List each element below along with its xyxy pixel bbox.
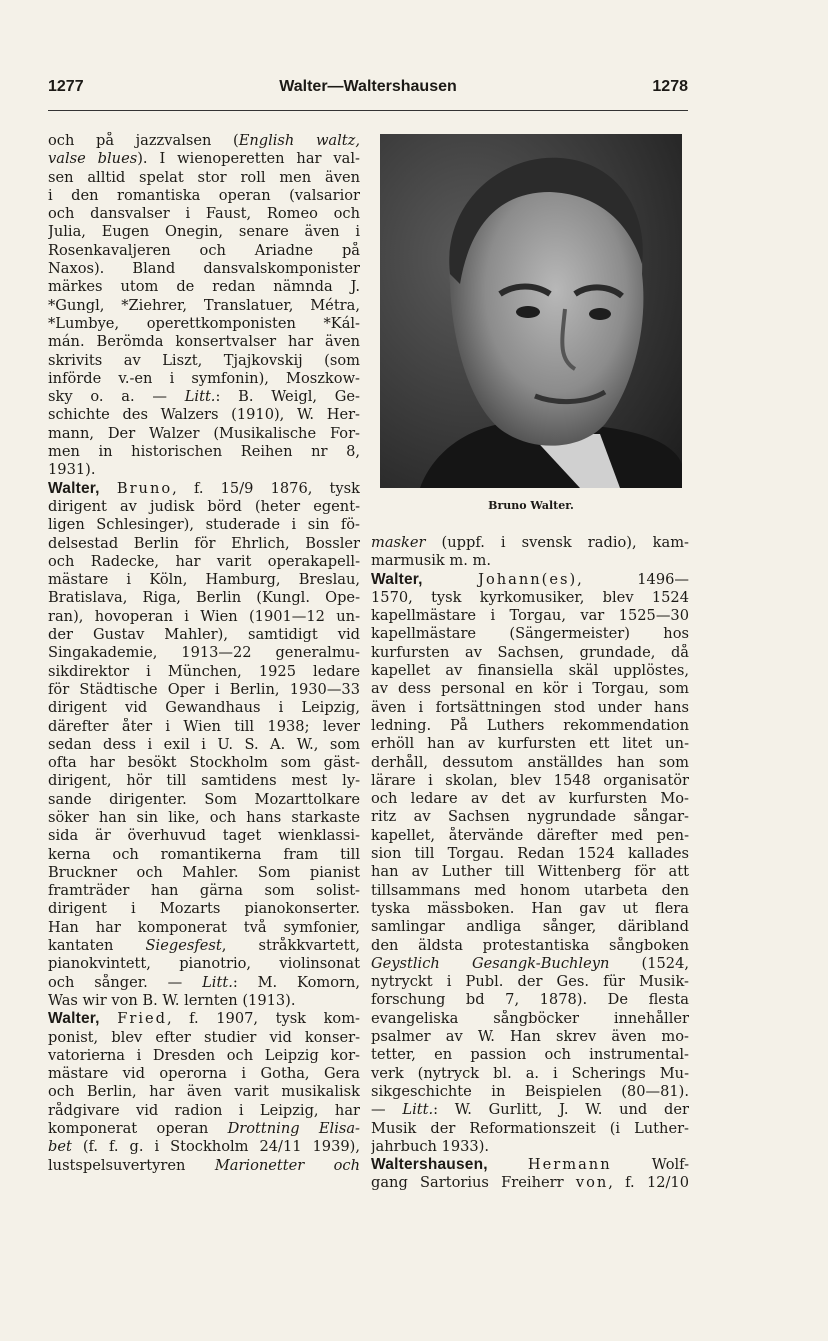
text-run: Was wir von B. W. lernten (1913). — [48, 991, 296, 1009]
text-run: mann, Der Walzer (Musikalische For- — [48, 424, 360, 442]
text-line — [48, 791, 360, 809]
text-run: kapellet, återvände därefter med pen- — [371, 826, 689, 844]
left-column — [48, 132, 360, 1175]
text-run: sky o. a. — — [48, 388, 185, 406]
text-run: Han har komponerat två symfonier, — [48, 918, 360, 936]
text-run: och dansvalser i Faust, Romeo och — [48, 205, 360, 223]
text-line — [48, 480, 360, 498]
text-run: kantaten — [48, 937, 146, 955]
text-run: valse blues — [48, 150, 138, 168]
text-run: nytryckt i Publ. der Ges. für Musik- — [371, 973, 689, 991]
text-line — [48, 1120, 360, 1138]
right-column — [371, 534, 689, 1193]
text-line — [48, 663, 360, 681]
text-run — [423, 571, 478, 588]
text-line — [48, 919, 360, 937]
text-run: Singakademie, 1913—22 generalmu- — [48, 644, 360, 662]
text-line — [48, 315, 360, 333]
text-run: dirigent i Mozarts pianokonserter. — [48, 900, 360, 918]
text-run: 1931). — [48, 461, 96, 479]
text-line — [371, 552, 689, 570]
entry-headword: Walter, — [48, 479, 100, 497]
text-run: ). I wienoperetten har val- — [137, 150, 360, 168]
text-line — [48, 589, 360, 607]
text-run: : B. Weigl, Ge- — [215, 388, 360, 406]
text-line — [48, 205, 360, 223]
text-run: (f. f. g. i Stockholm 24/11 1939), — [71, 1138, 360, 1156]
text-run: märkes utom de redan nämnda J. — [48, 278, 360, 296]
text-run: ligen Schlesinger), studerade i sin fö- — [48, 516, 360, 534]
text-run: masker — [371, 534, 426, 551]
text-run: kapellmästare i Torgau, var 1525—30 — [371, 607, 689, 625]
text-line — [48, 425, 360, 443]
text-line — [371, 1138, 689, 1156]
text-line — [371, 973, 689, 991]
text-line — [48, 223, 360, 241]
text-line — [371, 790, 689, 808]
text-run: och sånger. — — [48, 973, 203, 991]
text-line — [48, 626, 360, 644]
text-run: Bruno — [116, 479, 173, 497]
text-run: söker han sin like, och hans starkaste — [48, 808, 360, 826]
text-line — [48, 900, 360, 918]
text-line — [48, 352, 360, 370]
photo-caption: Bruno Walter. — [488, 499, 574, 512]
text-line — [48, 974, 360, 992]
text-run: Bratislava, Riga, Berlin (Kungl. Ope- — [48, 589, 360, 607]
text-run: Wolf- — [611, 1156, 689, 1174]
text-run: skrivits av Liszt, Tjajkovskij (som — [48, 351, 360, 369]
text-run: och Radecke, har varit operakapell- — [48, 552, 360, 570]
text-run: ledning. På Luthers rekommendation — [371, 716, 689, 734]
text-run: (uppf. i svensk radio), kam- — [425, 534, 689, 551]
text-run: schichte des Walzers (1910), W. Her- — [48, 406, 360, 424]
portrait-photo — [380, 134, 682, 488]
text-run: *Gungl, *Ziehrer, Translatuer, Métra, — [48, 296, 360, 314]
text-line — [48, 809, 360, 827]
text-run: den äldsta protestantiska sångboken — [371, 936, 689, 954]
text-line — [48, 864, 360, 882]
text-line — [371, 699, 689, 717]
text-run: därefter åter i Wien till 1938; lever — [48, 717, 360, 735]
text-line — [48, 169, 360, 187]
text-line — [371, 1101, 689, 1119]
text-run: Drottning Elisa- — [227, 1120, 360, 1138]
text-line — [48, 736, 360, 754]
text-line — [48, 461, 360, 479]
text-run: framträder han gärna som solist- — [48, 882, 360, 900]
text-line — [371, 863, 689, 881]
entry-headword: Walter, — [48, 1010, 100, 1028]
text-line — [48, 406, 360, 424]
text-run: tetter, en passion och instrumental- — [371, 1046, 689, 1064]
text-run: ofta har besökt Stockholm som gäst- — [48, 754, 360, 772]
text-run: Hermann — [527, 1156, 612, 1174]
text-line — [48, 132, 360, 150]
text-run: ritz av Sachsen nygrundade sångar- — [371, 808, 689, 826]
text-run: : M. Komorn, — [232, 973, 360, 991]
text-line — [48, 754, 360, 772]
text-run: tillsammans med honom utarbeta den — [371, 881, 689, 899]
text-run: Geystlich Gesangk-Buchleyn — [371, 954, 610, 972]
text-run: evangeliska sångböcker innehåller — [371, 1009, 689, 1027]
text-run: samlingar andliga sånger, däribland — [371, 918, 689, 936]
text-run: kurfursten av Sachsen, grundade, då — [371, 643, 689, 661]
text-run: mästare i Köln, Hamburg, Breslau, — [48, 571, 360, 589]
text-run: införde v.-en i symfonin), Moszkow- — [48, 369, 360, 387]
text-line — [48, 608, 360, 626]
text-line — [48, 260, 360, 278]
text-run: derhåll, dessutom anställdes han som — [371, 753, 689, 771]
text-run: och ledare av det av kurfursten Mo- — [371, 790, 689, 808]
text-line — [371, 1028, 689, 1046]
text-line — [371, 827, 689, 845]
header-rule — [48, 110, 688, 111]
text-run: mán. Berömda konsertvalser har även — [48, 333, 360, 351]
text-run: sande dirigenter. Som Mozarttolkare — [48, 790, 360, 808]
text-run: , f. 15/9 1876, tysk — [172, 479, 360, 497]
text-line — [48, 297, 360, 315]
text-run — [488, 1156, 528, 1173]
text-line — [371, 918, 689, 936]
text-run: mästare vid operorna i Gotha, Gera — [48, 1065, 360, 1083]
text-line — [371, 534, 689, 552]
text-line — [48, 1029, 360, 1047]
text-line — [48, 333, 360, 351]
text-run: rådgivare vid radion i Leipzig, har — [48, 1101, 360, 1119]
text-line — [48, 846, 360, 864]
text-line — [48, 699, 360, 717]
text-run: han av Luther till Wittenberg för att — [371, 863, 689, 881]
text-line — [371, 1010, 689, 1028]
text-run: Johann(es) — [478, 570, 578, 588]
text-line — [371, 1174, 689, 1192]
text-run: Fried — [117, 1010, 167, 1028]
text-line — [371, 625, 689, 643]
text-line — [48, 1047, 360, 1065]
text-line — [371, 717, 689, 735]
text-line — [371, 882, 689, 900]
text-run: för Städtische Oper i Berlin, 1930—33 — [48, 680, 360, 698]
text-run: dirigent, hör till samtidens mest ly- — [48, 772, 360, 790]
text-run: kerna och romantikerna fram till — [48, 845, 360, 863]
text-line — [371, 589, 689, 607]
text-run: pianokvintett, pianotrio, violinsonat — [48, 955, 360, 973]
text-line — [371, 662, 689, 680]
text-line — [48, 1065, 360, 1083]
text-line — [48, 937, 360, 955]
text-run: Rosenkavaljeren och Ariadne på — [48, 241, 360, 259]
text-line — [371, 808, 689, 826]
portrait-image — [380, 134, 682, 488]
text-run: vatorierna i Dresden och Leipzig kor- — [48, 1046, 360, 1064]
text-line — [48, 535, 360, 553]
text-line — [48, 1138, 360, 1156]
text-run: , f. 12/10 — [608, 1174, 689, 1192]
text-run: dirigent av judisk börd (heter egent- — [48, 497, 360, 515]
text-run: sedan dess i exil i U. S. A. W., som — [48, 735, 360, 753]
text-run: Litt. — [202, 973, 233, 991]
text-run: kapellet av finansiella skäl upplöstes, — [371, 662, 689, 680]
page-number-left: 1277 — [48, 78, 84, 95]
text-run: sikgeschichte in Beispielen (80—81). — [371, 1082, 689, 1100]
text-run: erhöll han av kurfursten ett litet un- — [371, 735, 689, 753]
text-run: sikdirektor i München, 1925 ledare — [48, 662, 360, 680]
text-run: psalmer av W. Han skrev även mo- — [371, 1028, 689, 1046]
text-line — [371, 900, 689, 918]
text-run: sida är överhuvud taget wienklassi- — [48, 827, 360, 845]
text-run: marmusik m. m. — [371, 552, 491, 570]
text-run: , stråkkvartett, — [221, 937, 360, 955]
text-run: Naxos). Bland dansvalskomponister — [48, 260, 360, 278]
text-line — [371, 680, 689, 698]
text-line — [48, 1102, 360, 1120]
text-line — [48, 150, 360, 168]
text-run: *Lumbye, operettkomponisten *Kál- — [48, 314, 360, 332]
text-run: , f. 1907, tysk kom- — [166, 1010, 360, 1028]
text-line — [48, 1157, 360, 1175]
text-line — [371, 1120, 689, 1138]
text-line — [48, 1010, 360, 1028]
text-line — [371, 772, 689, 790]
text-line — [48, 242, 360, 260]
text-run: verk (nytryck bl. a. i Scherings Mu- — [371, 1064, 689, 1082]
page-number-right: 1278 — [652, 78, 688, 95]
text-line — [371, 991, 689, 1009]
text-run: även i fortsättningen stod under hans — [371, 698, 689, 716]
text-run: bet — [48, 1138, 72, 1156]
text-run: Musik der Reformationszeit (i Luther- — [371, 1119, 689, 1137]
running-header — [48, 78, 688, 104]
text-line — [371, 754, 689, 772]
text-run: Litt. — [402, 1101, 434, 1119]
text-line — [48, 278, 360, 296]
text-run — [100, 1010, 118, 1027]
running-title: Walter—Waltershausen — [279, 78, 457, 95]
text-line — [48, 882, 360, 900]
text-run: — — [371, 1101, 403, 1119]
text-line — [371, 735, 689, 753]
text-line — [48, 992, 360, 1010]
text-run: ran), hovoperan i Wien (1901—12 un- — [48, 607, 360, 625]
text-run: Siegesfest — [145, 937, 222, 955]
text-line — [48, 443, 360, 461]
text-run: English waltz, — [238, 132, 360, 149]
text-run: sion till Torgau. Redan 1524 kallades — [371, 845, 689, 863]
text-line — [48, 498, 360, 516]
text-run: och Berlin, har även varit musikalisk — [48, 1083, 360, 1101]
text-run: forschung bd 7, 1878). De flesta — [371, 991, 689, 1009]
text-line — [371, 845, 689, 863]
text-run: Litt. — [184, 388, 216, 406]
text-line — [48, 1083, 360, 1101]
text-run: Marionetter och — [214, 1156, 360, 1174]
text-run: i den romantiska operan (valsarior — [48, 186, 360, 204]
text-line — [48, 553, 360, 571]
text-run: dirigent vid Gewandhaus i Leipzig, — [48, 699, 360, 717]
text-run: der Gustav Mahler), samtidigt vid — [48, 626, 360, 644]
text-line — [48, 681, 360, 699]
text-run: komponerat operan — [48, 1120, 228, 1138]
text-run: von — [575, 1174, 609, 1192]
text-line — [371, 937, 689, 955]
text-line — [48, 827, 360, 845]
text-run: : W. Gurlitt, J. W. und der — [433, 1101, 689, 1119]
text-run: (1524, — [609, 954, 689, 972]
text-line — [48, 718, 360, 736]
text-line — [48, 516, 360, 534]
text-run: , 1496— — [577, 570, 689, 588]
text-line — [48, 644, 360, 662]
text-line — [48, 955, 360, 973]
text-run: men in historischen Reihen nr 8, — [48, 443, 360, 461]
text-line — [371, 571, 689, 589]
text-run: och på jazzvalsen ( — [48, 132, 239, 149]
entry-headword: Walter, — [371, 570, 423, 588]
text-line — [48, 571, 360, 589]
entry-headword: Waltershausen, — [371, 1156, 488, 1174]
text-line — [371, 607, 689, 625]
text-line — [48, 772, 360, 790]
text-run: 1570, tysk kyrkomusiker, blev 1524 — [371, 588, 689, 606]
text-line — [371, 955, 689, 973]
text-line — [48, 187, 360, 205]
text-run: delsestad Berlin för Ehrlich, Bossler — [48, 534, 360, 552]
text-run: lustspelsuvertyren — [48, 1156, 215, 1174]
text-run — [100, 480, 117, 497]
text-line — [371, 1046, 689, 1064]
text-line — [371, 644, 689, 662]
text-run: kapellmästare (Sängermeister) hos — [371, 625, 689, 643]
text-run: Julia, Eugen Onegin, senare även i — [48, 223, 360, 241]
text-line — [371, 1065, 689, 1083]
text-run: lärare i skolan, blev 1548 organisatör — [371, 771, 689, 789]
text-run: Bruckner och Mahler. Som pianist — [48, 863, 360, 881]
text-line — [48, 370, 360, 388]
text-run: tyska mässboken. Han gav ut flera — [371, 899, 689, 917]
text-line — [371, 1083, 689, 1101]
text-run: ponist, blev efter studier vid konser- — [48, 1028, 360, 1046]
text-run: sen alltid spelat stor roll men även — [48, 168, 360, 186]
text-line — [371, 1156, 689, 1174]
text-run: av dess personal en kör i Torgau, som — [371, 680, 689, 698]
text-run: gang Sartorius Freiherr — [371, 1174, 576, 1192]
text-line — [48, 388, 360, 406]
text-run: jahrbuch 1933). — [371, 1137, 490, 1155]
